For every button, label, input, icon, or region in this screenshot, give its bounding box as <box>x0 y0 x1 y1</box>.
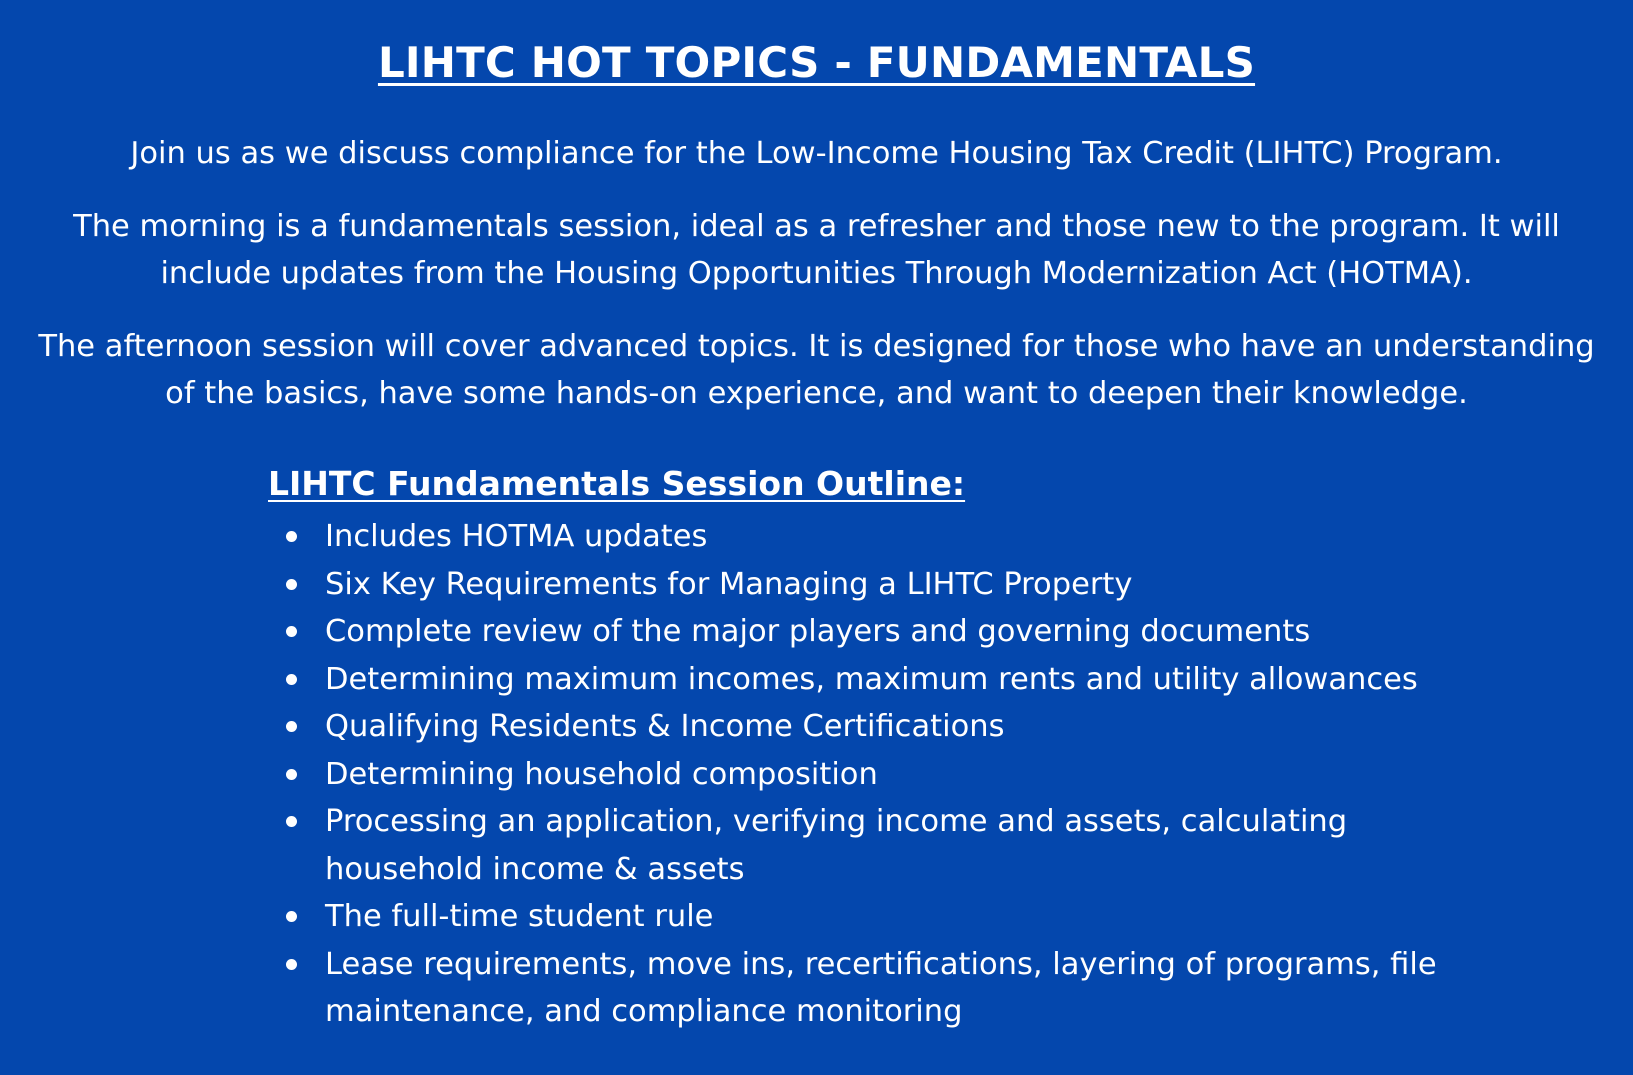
morning-session-text: The morning is a fundamentals session, ideal as a refresher and those new to the program. It will include updates from the Housing Opportunities Through Modernization Act (HOTMA). <box>73 209 1560 291</box>
list-item <box>268 513 1468 561</box>
list-item-text: Includes HOTMA updates <box>325 519 708 554</box>
list-item-text: Complete review of the major players and governing documents <box>325 614 1311 649</box>
intro-paragraph: Join us as we discuss compliance for the Low-Income Housing Tax Credit (LIHTC) Program. <box>130 136 1503 171</box>
afternoon-session-paragraph <box>20 323 1613 417</box>
bullet-icon <box>286 579 297 590</box>
outline-heading: LIHTC Fundamentals Session Outline: <box>268 464 966 503</box>
morning-session-paragraph <box>20 203 1613 297</box>
list-item <box>268 751 1468 799</box>
list-item-text: Processing an application, verifying income and assets, calculating household income & assets <box>325 804 1348 887</box>
list-item <box>268 798 1405 893</box>
page-title: LIHTC HOT TOPICS - FUNDAMENTALS <box>377 38 1256 87</box>
bullet-icon <box>286 959 297 970</box>
list-item <box>268 893 1468 941</box>
bullet-icon <box>286 816 297 827</box>
afternoon-session-text: The afternoon session will cover advanced topics. It is designed for those who have an understanding of the basics, have some hands-on experience, and want to deepen their knowledge. <box>38 329 1595 411</box>
list-item-text: Qualifying Residents & Income Certifications <box>325 709 1005 744</box>
list-item <box>268 608 1468 656</box>
list-item <box>268 561 1468 609</box>
bullet-icon <box>286 911 297 922</box>
bullet-icon <box>286 531 297 542</box>
list-item <box>268 703 1468 751</box>
list-item <box>268 941 1445 1036</box>
list-item-text: Lease requirements, move ins, recertifications, layering of programs, file maintenance, and compliance monitoring <box>325 946 1437 1029</box>
bullet-icon <box>286 626 297 637</box>
list-item <box>268 656 1468 704</box>
outline-list <box>268 513 1468 1036</box>
list-item-text: The full-time student rule <box>325 899 714 934</box>
list-item-text: Determining household composition <box>325 756 878 792</box>
session-outline <box>268 461 1468 1036</box>
list-item-text: Six Key Requirements for Managing a LIHTC Property <box>325 566 1133 602</box>
list-item-text: Determining maximum incomes, maximum rents and utility allowances <box>325 661 1418 697</box>
bullet-icon <box>286 769 297 780</box>
bullet-icon <box>286 674 297 685</box>
bullet-icon <box>286 721 297 732</box>
